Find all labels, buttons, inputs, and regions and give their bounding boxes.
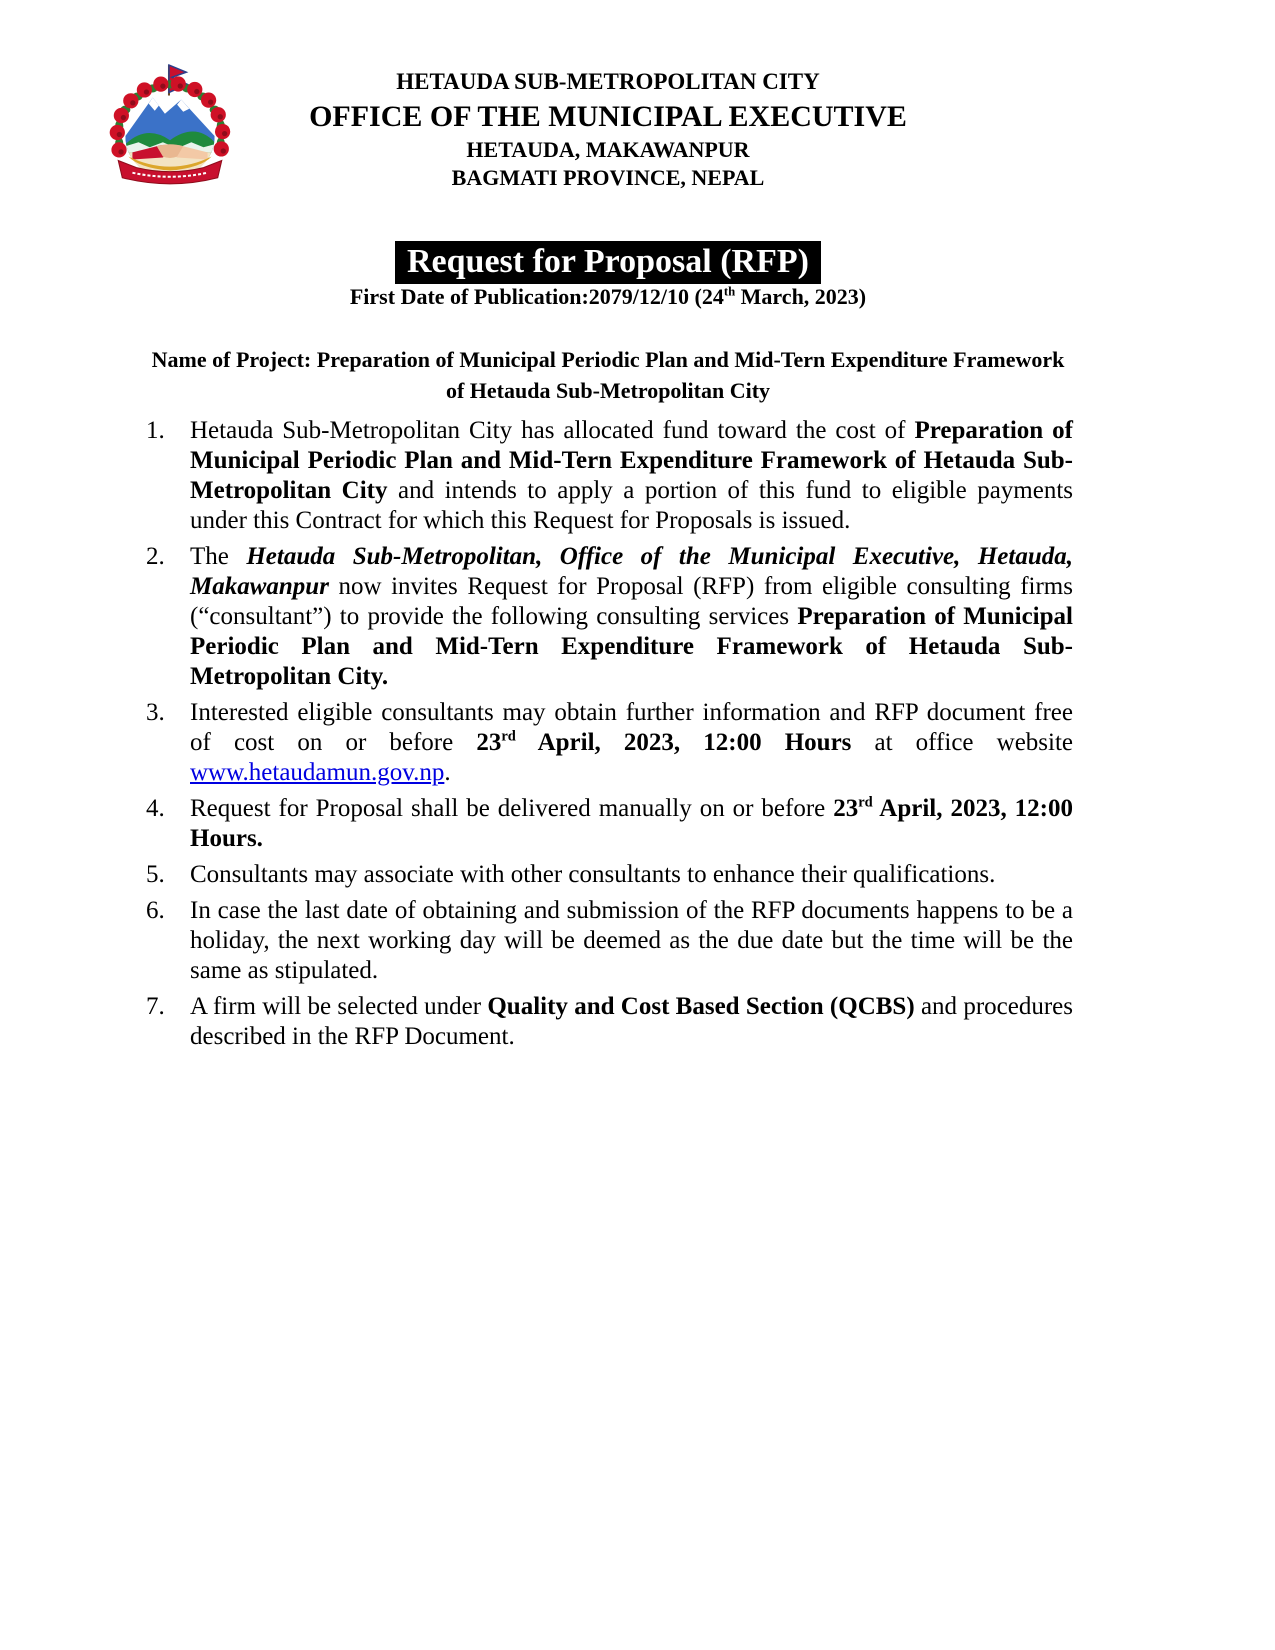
list-item-number: 1. (146, 417, 165, 444)
list-item-text: A firm will be selected under Quality and Cost Based Section (QCBS) and procedures described in the RFP Document. (190, 993, 1073, 1050)
office-name: OFFICE OF THE MUNICIPAL EXECUTIVE (309, 100, 907, 133)
letterhead (143, 66, 1073, 192)
list-item-text: The Hetauda Sub-Metropolitan, Office of the Municipal Executive, Hetauda, Makawanpur now invites Request for Proposal (RFP) from eligible consulting firms (“consultant”) to provide the following consulting services Preparation of Municipal Periodic Plan and Mid-Tern Expenditure Framework of Hetauda Sub-Metropolitan City. (190, 543, 1073, 690)
list-item (143, 794, 1073, 854)
list-item (143, 992, 1073, 1052)
list-item-number: 6. (146, 897, 165, 924)
list-item-text: Interested eligible consultants may obtain further information and RFP document free of cost on or before 23rd April, 2023, 12:00 Hours at office website www.hetaudamun.gov.np. (190, 699, 1074, 786)
title-row (143, 241, 1073, 284)
list-item-number: 7. (146, 993, 165, 1020)
rfp-title: Request for Proposal (RFP) (395, 241, 821, 284)
office-location: HETAUDA, MAKAWANPUR (466, 137, 750, 162)
list-item-number: 5. (146, 861, 165, 888)
list-item-number: 2. (146, 543, 165, 570)
list-item-text: Hetauda Sub-Metropolitan City has allocated fund toward the cost of Preparation of Municipal Periodic Plan and Mid-Tern Expenditure Framework of Hetauda Sub-Metropolitan City and intends to apply a portion of this fund to eligible payments under this Contract for which this Request for Proposals is issued. (190, 417, 1074, 534)
org-city-name: HETAUDA SUB-METROPOLITAN CITY (396, 69, 820, 94)
list-item-text: In case the last date of obtaining and submission of the RFP documents happens to be a holiday, the next working day will be deemed as the due date but the time will be the same as stipulated. (190, 897, 1073, 984)
list-item (143, 698, 1073, 788)
website-link[interactable]: www.hetaudamun.gov.np (190, 759, 445, 786)
list-item (143, 896, 1073, 986)
province-line: BAGMATI PROVINCE, NEPAL (451, 165, 765, 190)
list-item-text: Consultants may associate with other consultants to enhance their qualifications. (190, 861, 996, 888)
list-item-number: 3. (146, 699, 165, 726)
rfp-terms-list (143, 416, 1073, 1058)
list-item (143, 860, 1073, 890)
list-item (143, 542, 1073, 692)
list-item-number: 4. (146, 795, 165, 822)
list-item-text: Request for Proposal shall be delivered manually on or before 23rd April, 2023, 12:00 Hours. (190, 794, 1073, 852)
list-item (143, 416, 1073, 536)
project-name: Name of Project: Preparation of Municipal Periodic Plan and Mid-Tern Expenditure Framework of Hetauda Sub-Metropolitan City (151, 347, 1065, 403)
publication-date: First Date of Publication:2079/12/10 (24th March, 2023) (349, 284, 867, 309)
